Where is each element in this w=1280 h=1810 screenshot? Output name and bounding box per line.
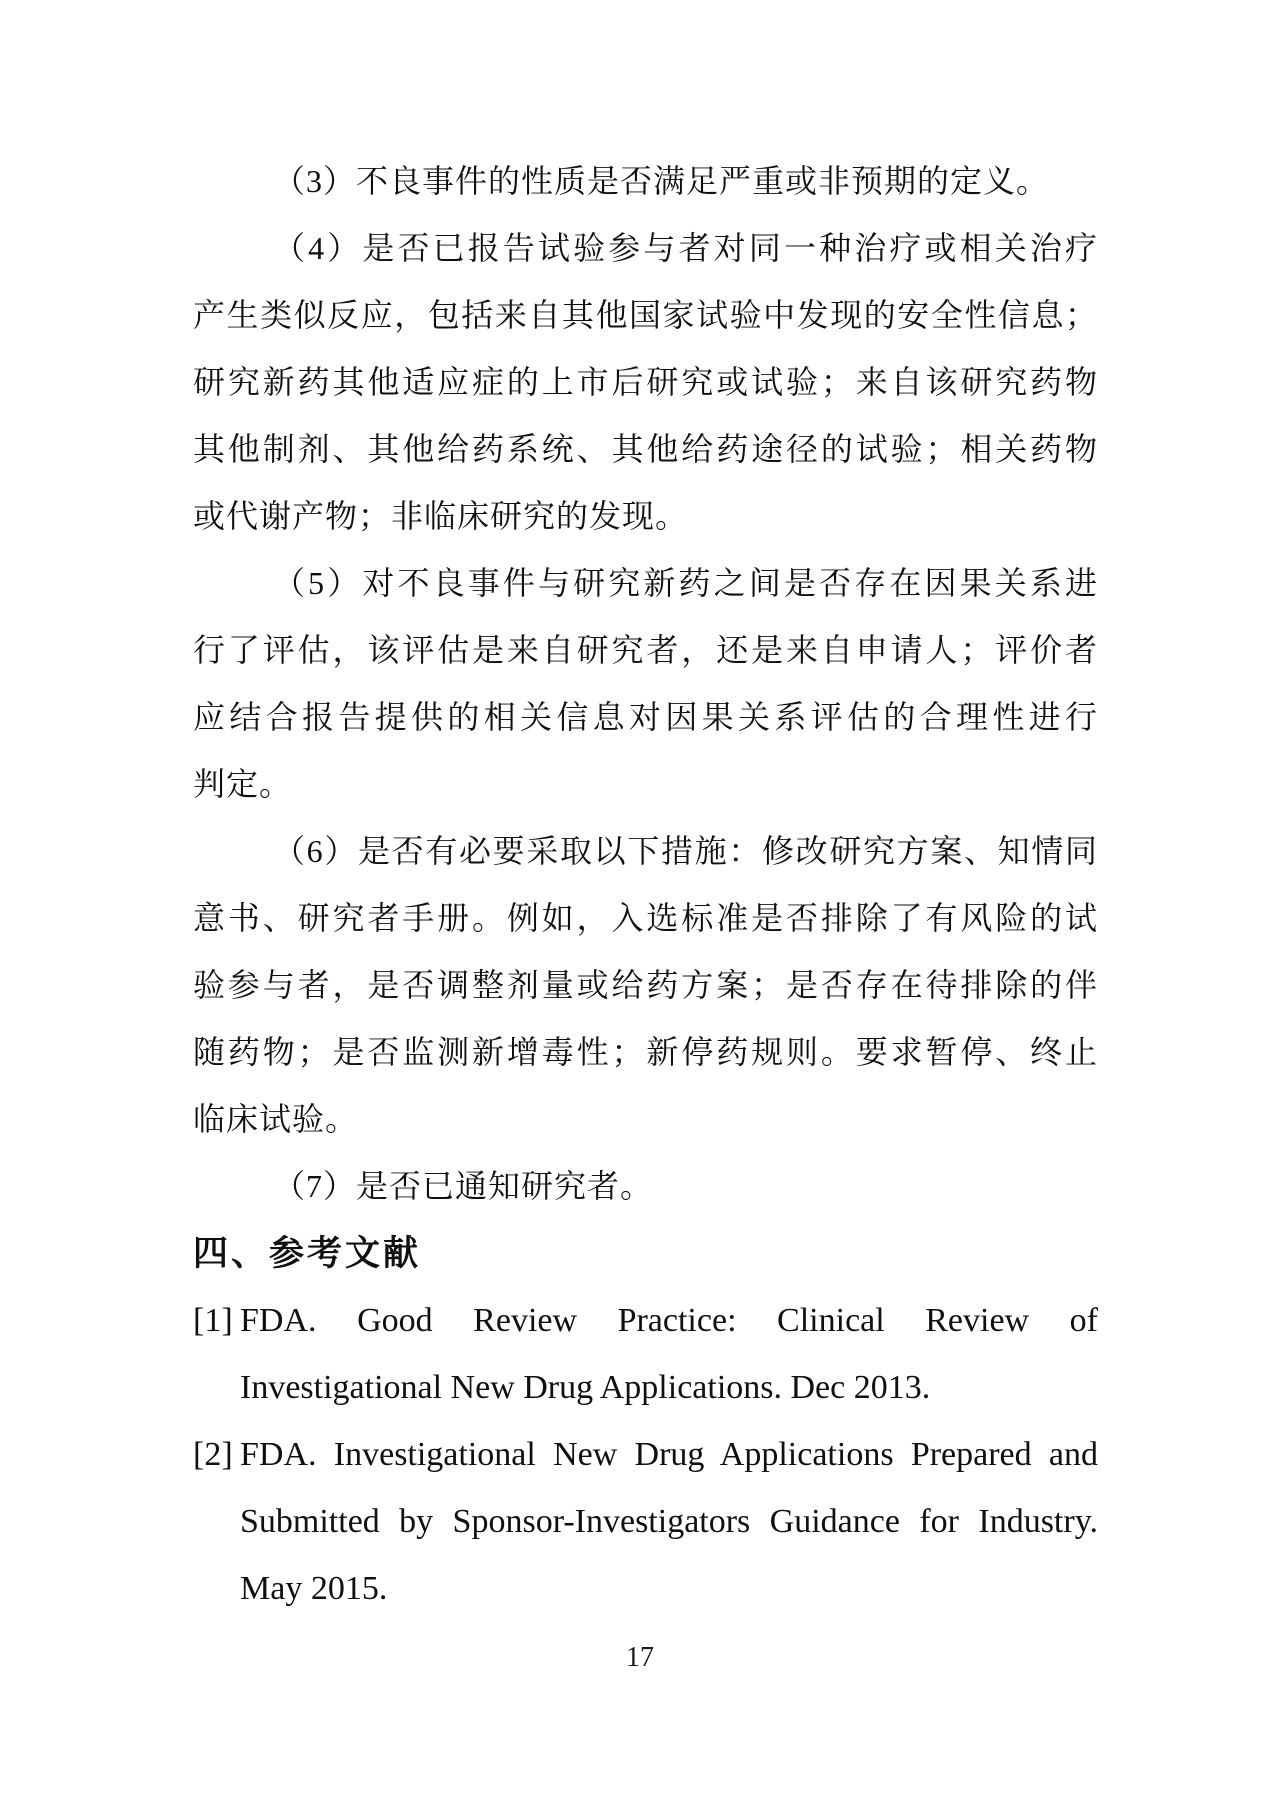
reference-text: FDA. Investigational New Drug Applications Prepared and (240, 1436, 1098, 1473)
body-text-line: 应结合报告提供的相关信息对因果关系评估的合理性进行 (193, 699, 1098, 735)
body-text-line: （7）是否已通知研究者。 (273, 1168, 654, 1204)
reference-line: May 2015. (240, 1570, 388, 1607)
body-text-line: 验参与者，是否调整剂量或给药方案；是否存在待排除的伴 (193, 967, 1098, 1003)
reference-line: Submitted by Sponsor-Investigators Guidance for Industry. (240, 1503, 1098, 1540)
body-text-line: 随药物；是否监测新增毒性；新停药规则。要求暂停、终止 (193, 1034, 1098, 1070)
document-body (193, 148, 1098, 1622)
body-text-line: 意书、研究者手册。例如，入选标准是否排除了有风险的试 (193, 900, 1098, 936)
reference-marker: [2] (193, 1436, 233, 1473)
body-text-line: （5）对不良事件与研究新药之间是否存在因果关系进 (273, 565, 1098, 601)
reference-line: Investigational New Drug Applications. Dec 2013. (240, 1369, 931, 1406)
body-text-line: （4）是否已报告试验参与者对同一种治疗或相关治疗 (273, 230, 1098, 266)
section-heading-references: 四、参考文献 (193, 1234, 422, 1273)
body-text-line: 研究新药其他适应症的上市后研究或试验；来自该研究药物 (193, 364, 1098, 400)
page-number: 17 (626, 1642, 654, 1673)
body-text-line: 或代谢产物；非临床研究的发现。 (193, 498, 689, 534)
reference-marker: [1] (193, 1302, 233, 1339)
body-text-line: 临床试验。 (193, 1101, 359, 1137)
body-text-line: 行了评估，该评估是来自研究者，还是来自申请人；评价者 (193, 632, 1098, 668)
reference-text: FDA. Good Review Practice: Clinical Review of (240, 1302, 1098, 1339)
reference-line (193, 1287, 1098, 1354)
reference-line (193, 1421, 1098, 1488)
body-text-line: （3）不良事件的性质是否满足严重或非预期的定义。 (273, 163, 1050, 199)
body-text-line: 其他制剂、其他给药系统、其他给药途径的试验；相关药物 (193, 431, 1098, 467)
body-text-line: 判定。 (193, 766, 293, 802)
body-text-line: 产生类似反应，包括来自其他国家试验中发现的安全性信息； (193, 297, 1098, 333)
body-text-line: （6）是否有必要采取以下措施：修改研究方案、知情同 (273, 833, 1098, 869)
